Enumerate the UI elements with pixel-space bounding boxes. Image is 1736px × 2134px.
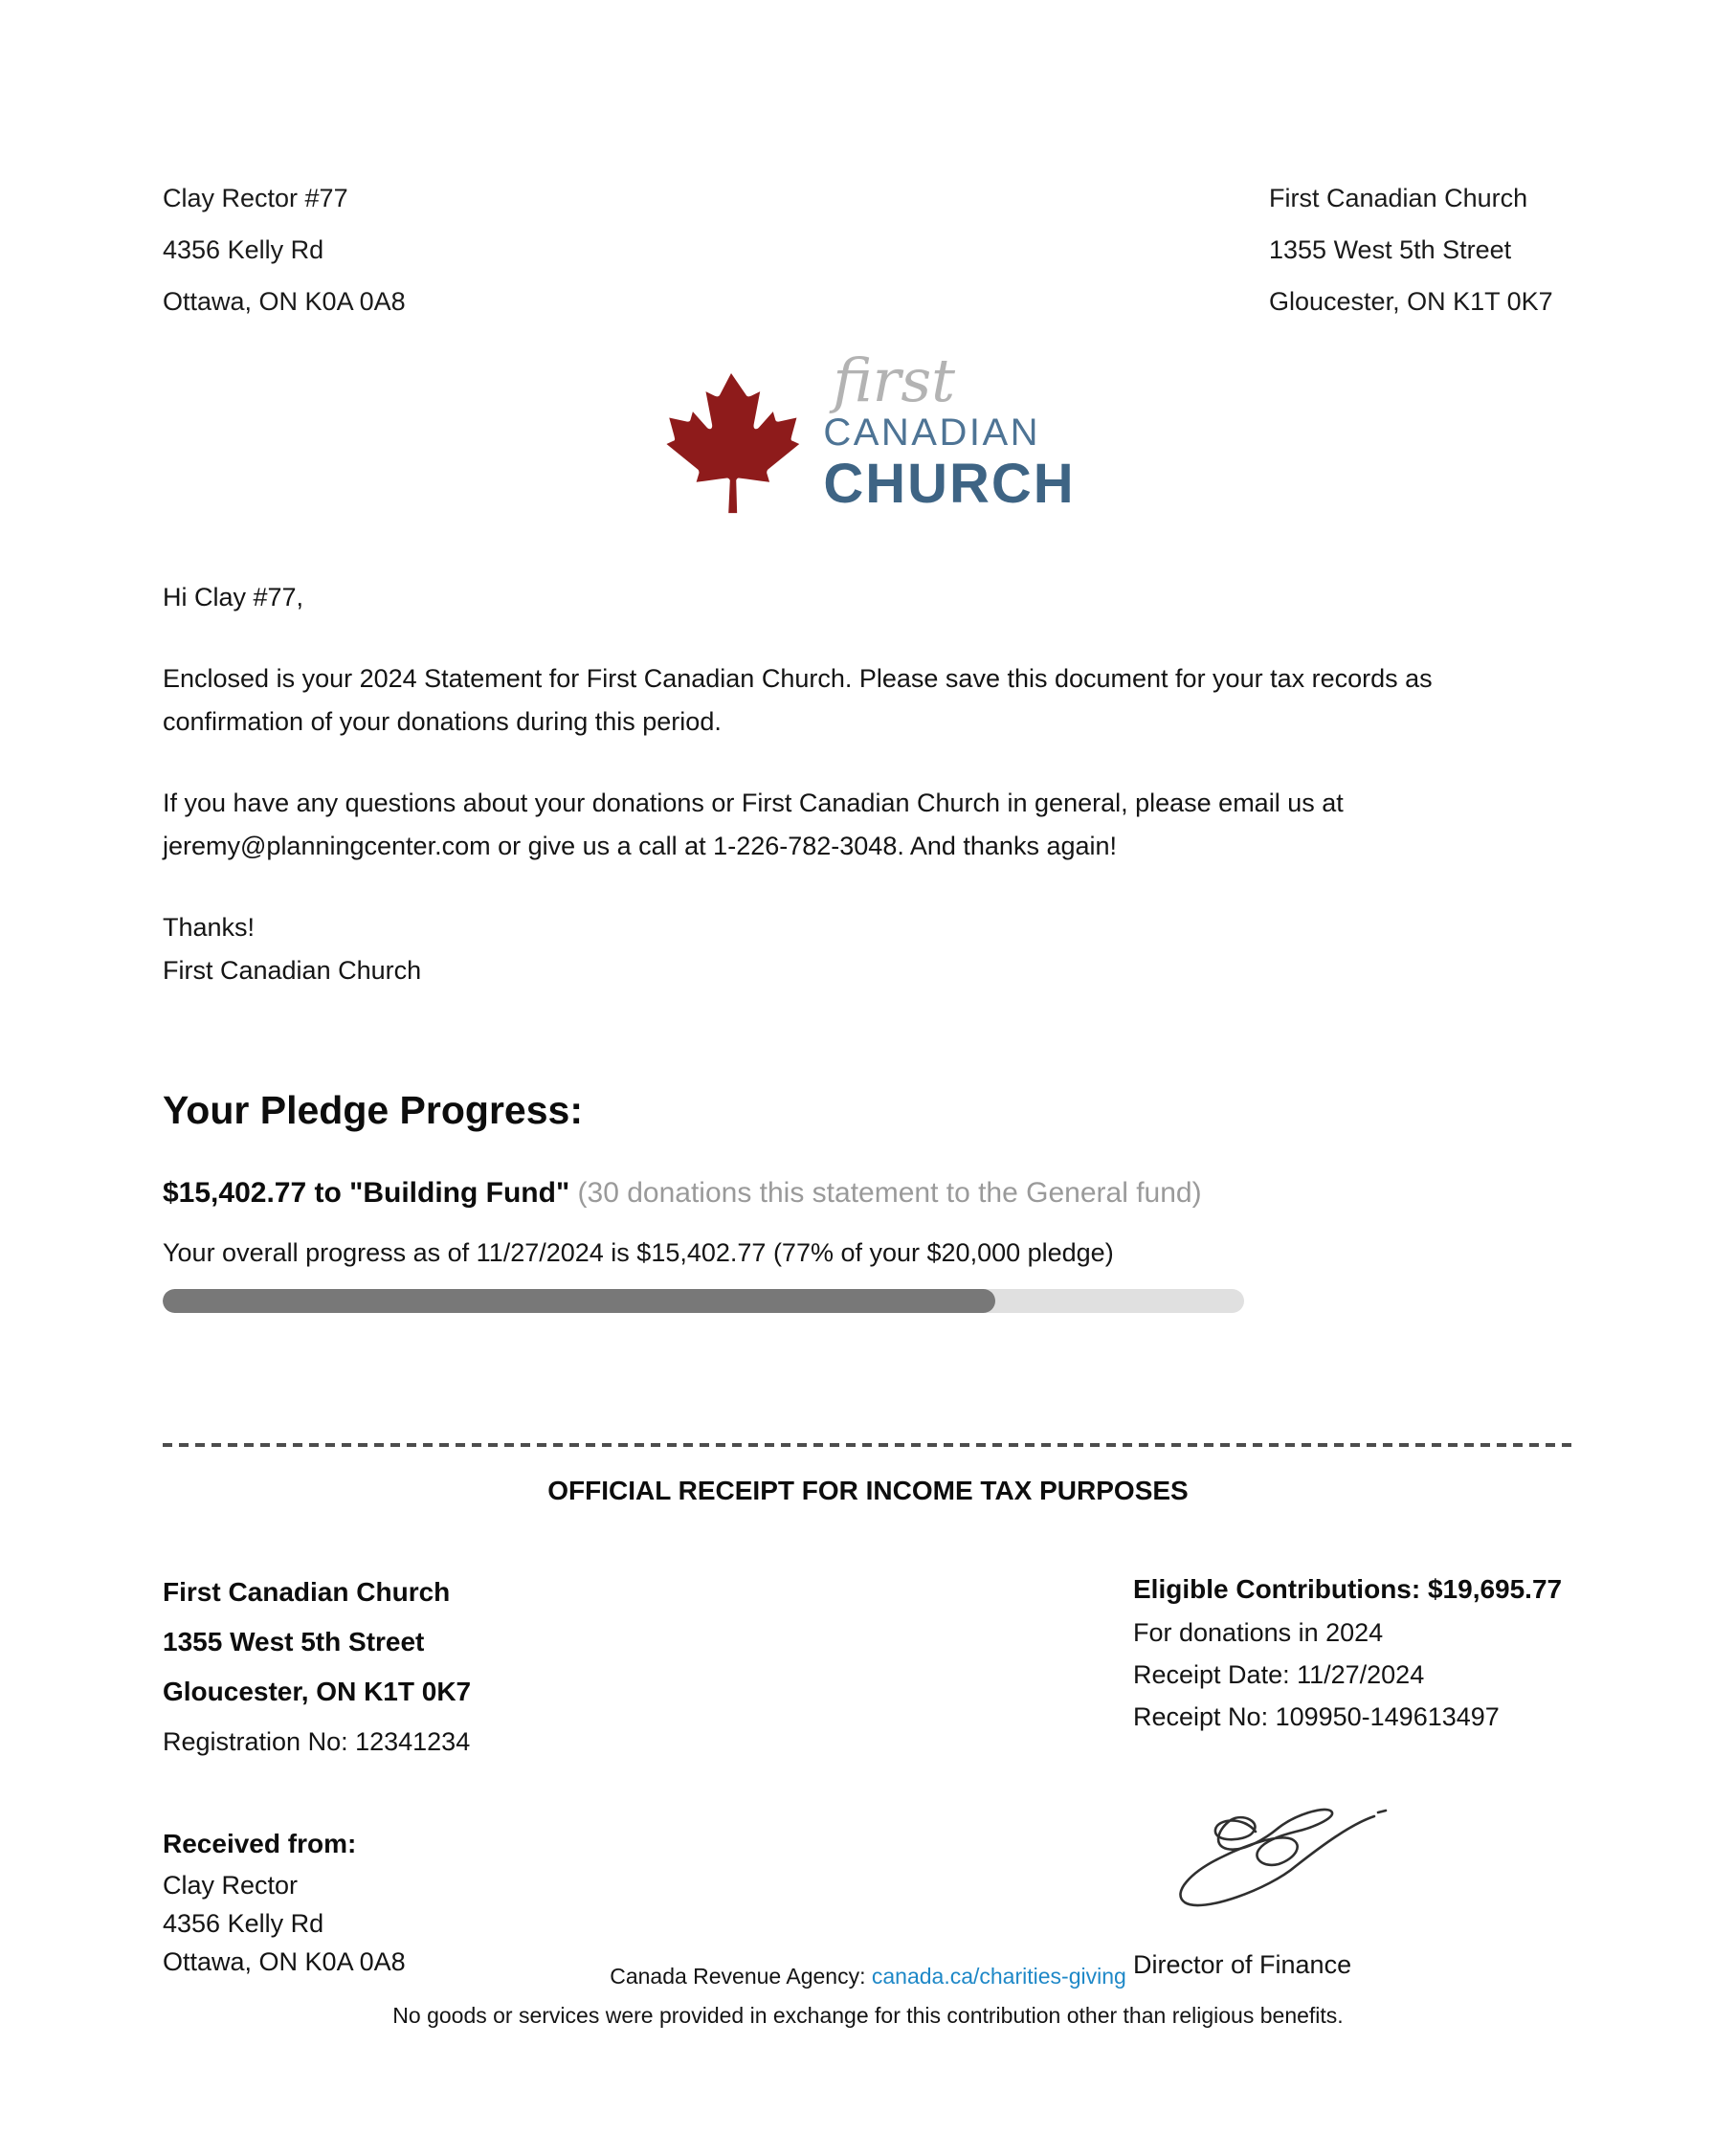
progress-fill (163, 1289, 995, 1313)
greeting: Hi Clay #77, (163, 583, 304, 611)
dashed-divider (163, 1443, 1573, 1447)
paragraph-statement: Enclosed is your 2024 Statement for First Canadian Church. Please save this document for your tax records as confirmation of your donations during this period. (163, 664, 1433, 736)
registration-number: Registration No: 12341234 (163, 1727, 471, 1756)
organization-name: First Canadian Church (1269, 184, 1528, 212)
logo-word-first: first (833, 345, 956, 415)
signoff: Thanks! First Canadian Church (163, 913, 422, 985)
signer-title: Director of Finance (1133, 1950, 1352, 1979)
logo-word-canadian: CANADIAN (823, 411, 1041, 454)
church-logo (163, 345, 1573, 526)
received-from-label: Received from: (163, 1829, 357, 1858)
pledge-overall-line: Your overall progress as of 11/27/2024 is $15,402.77 (77% of your $20,000 pledge) (163, 1238, 1114, 1267)
address-header (163, 172, 1573, 327)
cra-link[interactable]: canada.ca/charities-giving (871, 1964, 1126, 1989)
receipt-details-block (1133, 1567, 1573, 1981)
cra-label: Canada Revenue Agency: (610, 1964, 872, 1989)
logo-word-church: CHURCH (823, 453, 1076, 515)
receipt-date-line: Receipt Date: 11/27/2024 (1133, 1660, 1425, 1689)
receipt-org-block (163, 1567, 756, 1981)
sender-address-block (163, 172, 406, 327)
receipt-section (163, 1567, 1573, 1981)
paragraph-contact: If you have any questions about your donations or First Canadian Church in general, please email us at jeremy@planningcenter.com or give us a call at 1-226-782-3048. And thanks again! (163, 789, 1344, 860)
signature-image (1152, 1795, 1391, 1924)
receipt-heading: OFFICIAL RECEIPT FOR INCOME TAX PURPOSES (547, 1476, 1189, 1505)
pledge-amount: $15,402.77 to "Building Fund" (163, 1177, 570, 1209)
pledge-amount-line (163, 1177, 1573, 1210)
sender-name: Clay Rector #77 (163, 184, 348, 212)
pledge-note: (30 donations this statement to the General fund) (569, 1177, 1202, 1209)
organization-address-block (1269, 172, 1573, 327)
maple-leaf-icon (660, 362, 802, 526)
donation-year-line: For donations in 2024 (1133, 1618, 1384, 1647)
organization-city: Gloucester, ON K1T 0K7 (1269, 287, 1553, 316)
receipt-org-street: 1355 West 5th Street (163, 1627, 425, 1656)
donor-name: Clay Rector (163, 1871, 299, 1900)
logo-wordmark (823, 345, 1076, 515)
eligible-contributions: Eligible Contributions: $19,695.77 (1133, 1574, 1563, 1604)
donor-city: Ottawa, ON K0A 0A8 (163, 1947, 406, 1976)
progress-track (163, 1289, 1244, 1313)
donor-street: 4356 Kelly Rd (163, 1909, 324, 1938)
receipt-org-name: First Canadian Church (163, 1577, 451, 1607)
sender-street: 4356 Kelly Rd (163, 235, 324, 264)
letter-body (163, 576, 1573, 992)
pledge-progress-heading: Your Pledge Progress: (163, 1088, 583, 1132)
receipt-number-line: Receipt No: 109950-149613497 (1133, 1702, 1500, 1731)
sender-city: Ottawa, ON K0A 0A8 (163, 287, 406, 316)
disclaimer-line: No goods or services were provided in exchange for this contribution other than religious benefits. (392, 2003, 1344, 2028)
footer (0, 1964, 1736, 2029)
receipt-org-city: Gloucester, ON K1T 0K7 (163, 1677, 472, 1706)
organization-street: 1355 West 5th Street (1269, 235, 1512, 264)
cra-line (0, 1964, 1736, 1990)
